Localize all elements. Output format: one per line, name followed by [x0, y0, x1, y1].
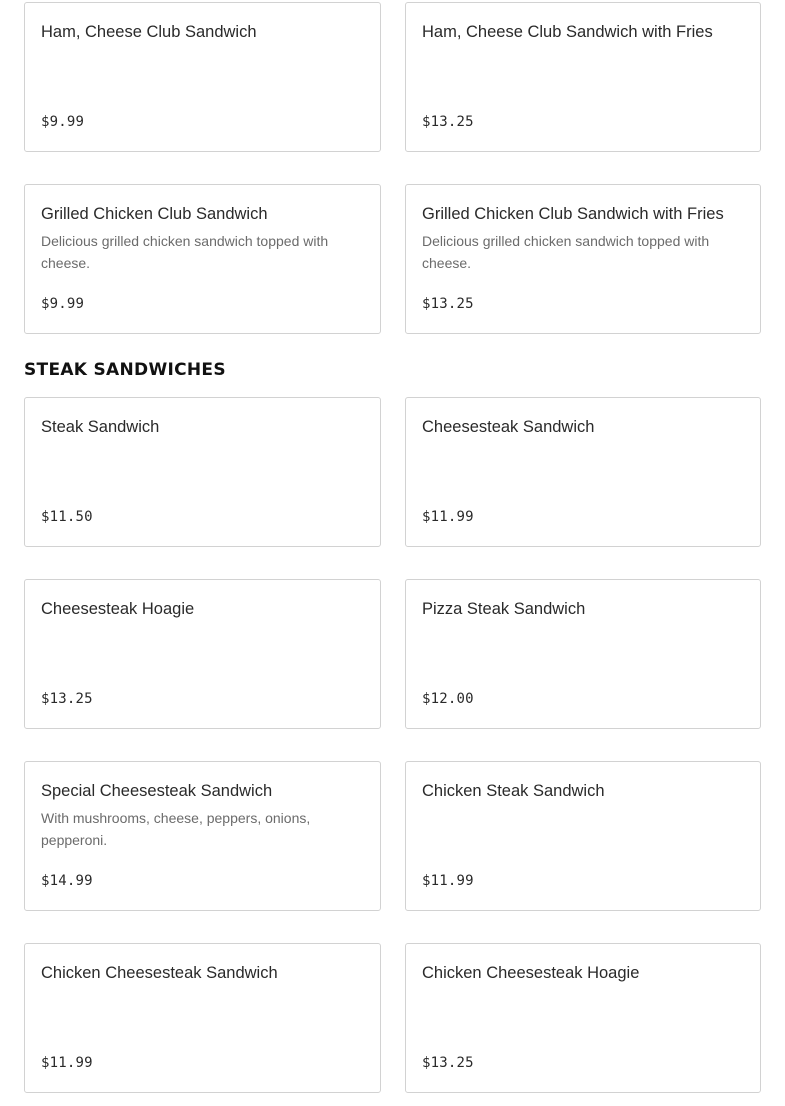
menu-item-name: Cheesesteak Hoagie — [41, 600, 195, 618]
menu-item-name: Chicken Steak Sandwich — [422, 782, 605, 800]
menu-item-card[interactable] — [24, 761, 381, 911]
menu-item-card[interactable] — [405, 184, 761, 334]
menu-item-description: Delicious grilled chicken sandwich topped with cheese. — [422, 233, 710, 271]
menu-item-description: Delicious grilled chicken sandwich topped with cheese. — [41, 233, 329, 271]
menu-item-card[interactable] — [24, 2, 381, 152]
menu-item-price: $9.99 — [41, 296, 85, 312]
menu-item-name: Cheesesteak Sandwich — [422, 418, 595, 436]
menu-item-card[interactable] — [405, 943, 761, 1093]
menu-item-price: $14.99 — [41, 873, 93, 889]
menu-container — [24, 2, 761, 1093]
menu-item-price: $13.25 — [422, 296, 474, 312]
menu-item-description: With mushrooms, cheese, peppers, onions, pepperoni. — [41, 810, 311, 848]
menu-item-card[interactable] — [24, 397, 381, 547]
menu-item-price: $11.99 — [422, 873, 474, 889]
menu-item-card[interactable] — [24, 184, 381, 334]
menu-item-card[interactable] — [405, 761, 761, 911]
menu-item-name: Pizza Steak Sandwich — [422, 600, 586, 618]
menu-item-price: $11.50 — [41, 509, 93, 525]
menu-item-name: Chicken Cheesesteak Sandwich — [41, 964, 278, 982]
menu-item-name: Special Cheesesteak Sandwich — [41, 782, 273, 800]
menu-item-price: $13.25 — [422, 1055, 474, 1071]
menu-item-name: Grilled Chicken Club Sandwich with Fries — [422, 205, 724, 223]
menu-item-name: Steak Sandwich — [41, 418, 160, 436]
menu-item-price: $12.00 — [422, 691, 474, 707]
menu-item-price: $13.25 — [41, 691, 93, 707]
menu-item-name: Grilled Chicken Club Sandwich — [41, 205, 268, 223]
menu-item-card[interactable] — [24, 943, 381, 1093]
steak-sandwiches-grid — [24, 397, 761, 1093]
menu-item-price: $9.99 — [41, 114, 85, 130]
menu-item-price: $11.99 — [41, 1055, 93, 1071]
menu-item-card[interactable] — [405, 397, 761, 547]
menu-item-price: $11.99 — [422, 509, 474, 525]
menu-item-name: Ham, Cheese Club Sandwich with Fries — [422, 23, 713, 41]
menu-item-name: Ham, Cheese Club Sandwich — [41, 23, 257, 41]
club-sandwiches-grid — [24, 2, 761, 334]
menu-item-price: $13.25 — [422, 114, 474, 130]
section-title: STEAK SANDWICHES — [24, 360, 226, 380]
menu-item-card[interactable] — [405, 2, 761, 152]
menu-item-card[interactable] — [405, 579, 761, 729]
menu-item-name: Chicken Cheesesteak Hoagie — [422, 964, 640, 982]
menu-item-card[interactable] — [24, 579, 381, 729]
